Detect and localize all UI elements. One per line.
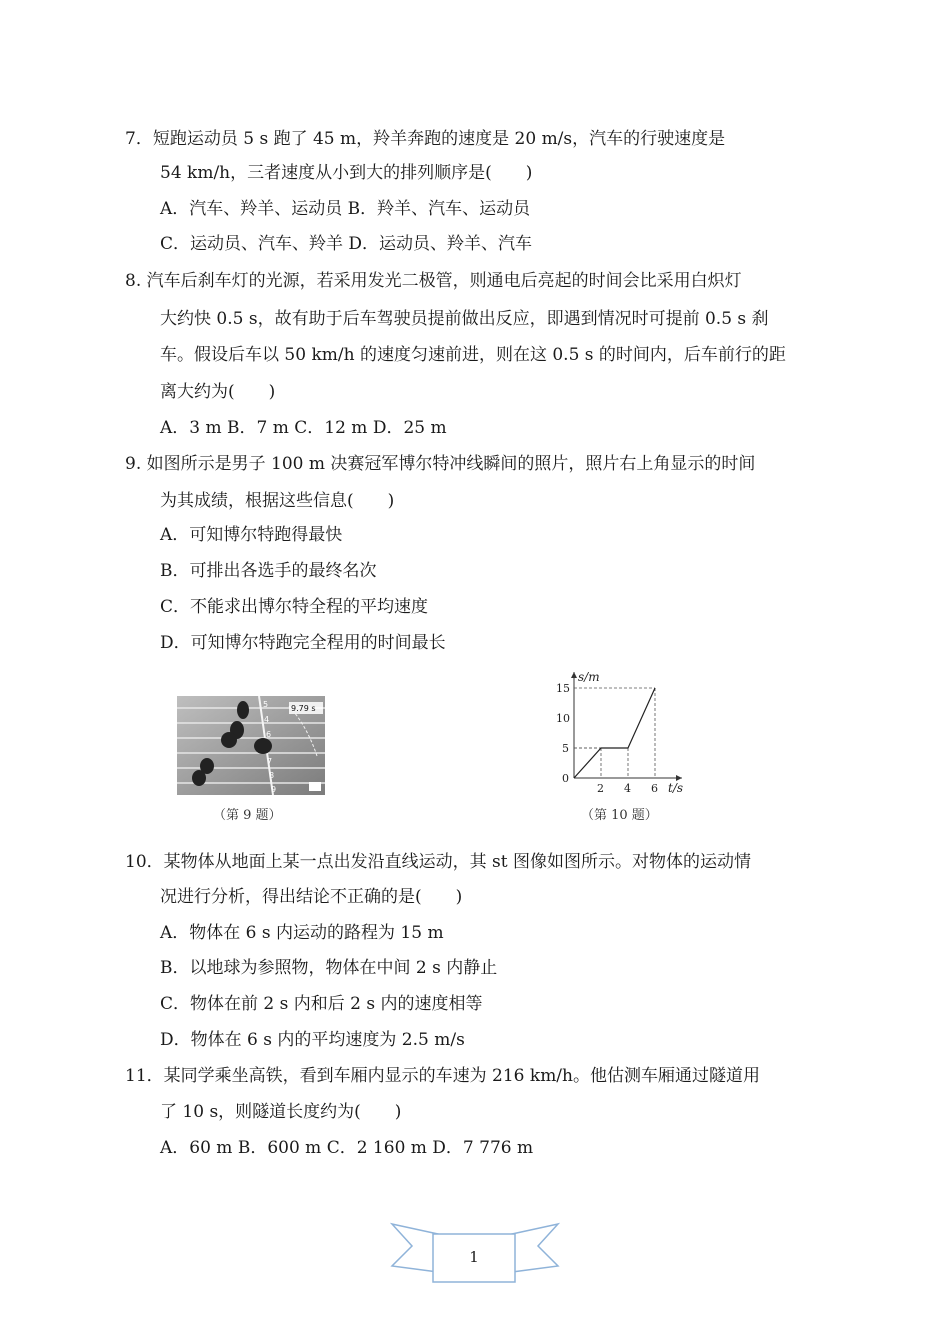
q8-line3: 车。假设后车以 50 km/h 的速度匀速前进，则在这 0.5 s 的时间内，后车前行的距: [160, 345, 786, 365]
q10-option-d: D．物体在 6 s 内的平均速度为 2.5 m/s: [160, 1030, 465, 1050]
y-tick-label: 0: [562, 772, 569, 785]
q9-option-c: C．不能求出博尔特全程的平均速度: [160, 597, 429, 617]
y-tick-label: 15: [556, 682, 570, 695]
y-tick-label: 5: [562, 742, 569, 755]
q9-line2: 为其成绩，根据这些信息( ): [160, 491, 395, 511]
y-tick-label: 10: [556, 712, 570, 725]
q10-option-b: B．以地球为参照物，物体在中间 2 s 内静止: [160, 958, 498, 978]
y-axis-label: s/m: [578, 670, 600, 684]
q8-line2: 大约快 0.5 s，故有助于后车驾驶员提前做出反应，即遇到情况时可提前 0.5 s 刹: [160, 309, 769, 329]
lane-number: 4: [264, 715, 270, 724]
q11-line2: 了 10 s，则隧道长度约为( ): [160, 1102, 402, 1122]
q11-options: A．60 m B．600 m C．2 160 m D．7 776 m: [160, 1138, 534, 1158]
q9-line1: 9. 如图所示是男子 100 m 决赛冠军博尔特冲线瞬间的照片，照片右上角显示的时间: [125, 454, 756, 474]
x-tick-label: 6: [651, 782, 658, 795]
q8-line4: 离大约为( ): [160, 382, 276, 402]
race-finish-photo: [177, 696, 325, 795]
q9-option-a: A．可知博尔特跑得最快: [160, 525, 343, 545]
q8-line1: 8. 汽车后刹车灯的光源，若采用发光二极管，则通电后亮起的时间会比采用白炽灯: [125, 271, 742, 291]
q8-options: A．3 m B．7 m C．12 m D．25 m: [160, 418, 447, 438]
x-tick-label: 2: [597, 782, 604, 795]
st-graph: [548, 664, 693, 799]
figure-9-caption: （第 9 题）: [213, 808, 282, 823]
lane-number: 6: [266, 730, 272, 739]
q9-option-b: B．可排出各选手的最终名次: [160, 561, 377, 581]
figure-10-caption: （第 10 题）: [581, 808, 658, 823]
q7-options-ab: A．汽车、羚羊、运动员 B．羚羊、汽车、运动员: [160, 199, 531, 219]
lane-number: 7: [267, 757, 273, 766]
q7-line1: 7．短跑运动员 5 s 跑了 45 m，羚羊奔跑的速度是 20 m/s，汽车的行驶速度是: [125, 129, 726, 149]
x-axis-label: t/s: [668, 781, 684, 795]
q7-options-cd: C．运动员、汽车、羚羊 D．运动员、羚羊、汽车: [160, 234, 533, 254]
q7-line2: 54 km/h，三者速度从小到大的排列顺序是( ): [160, 163, 533, 183]
series-line: [574, 688, 655, 778]
q11-line1: 11．某同学乘坐高铁，看到车厢内显示的车速为 216 km/h。他估测车厢通过隧道用: [125, 1066, 760, 1086]
q9-option-d: D．可知博尔特跑完全程用的时间最长: [160, 633, 446, 653]
lane-number: 9: [271, 785, 277, 794]
q10-option-c: C．物体在前 2 s 内和后 2 s 内的速度相等: [160, 994, 483, 1014]
lane-number: 8: [269, 771, 275, 780]
q10-line1: 10．某物体从地面上某一点出发沿直线运动，其 st 图像如图所示。对物体的运动情: [125, 852, 751, 872]
lane-number: 5: [263, 700, 269, 709]
q10-option-a: A．物体在 6 s 内运动的路程为 15 m: [160, 923, 444, 943]
q10-line2: 况进行分析，得出结论不正确的是( ): [160, 887, 463, 907]
page-number: 1: [469, 1248, 479, 1266]
x-tick-label: 4: [624, 782, 631, 795]
photo-time-display: 9.79 s: [291, 704, 316, 713]
